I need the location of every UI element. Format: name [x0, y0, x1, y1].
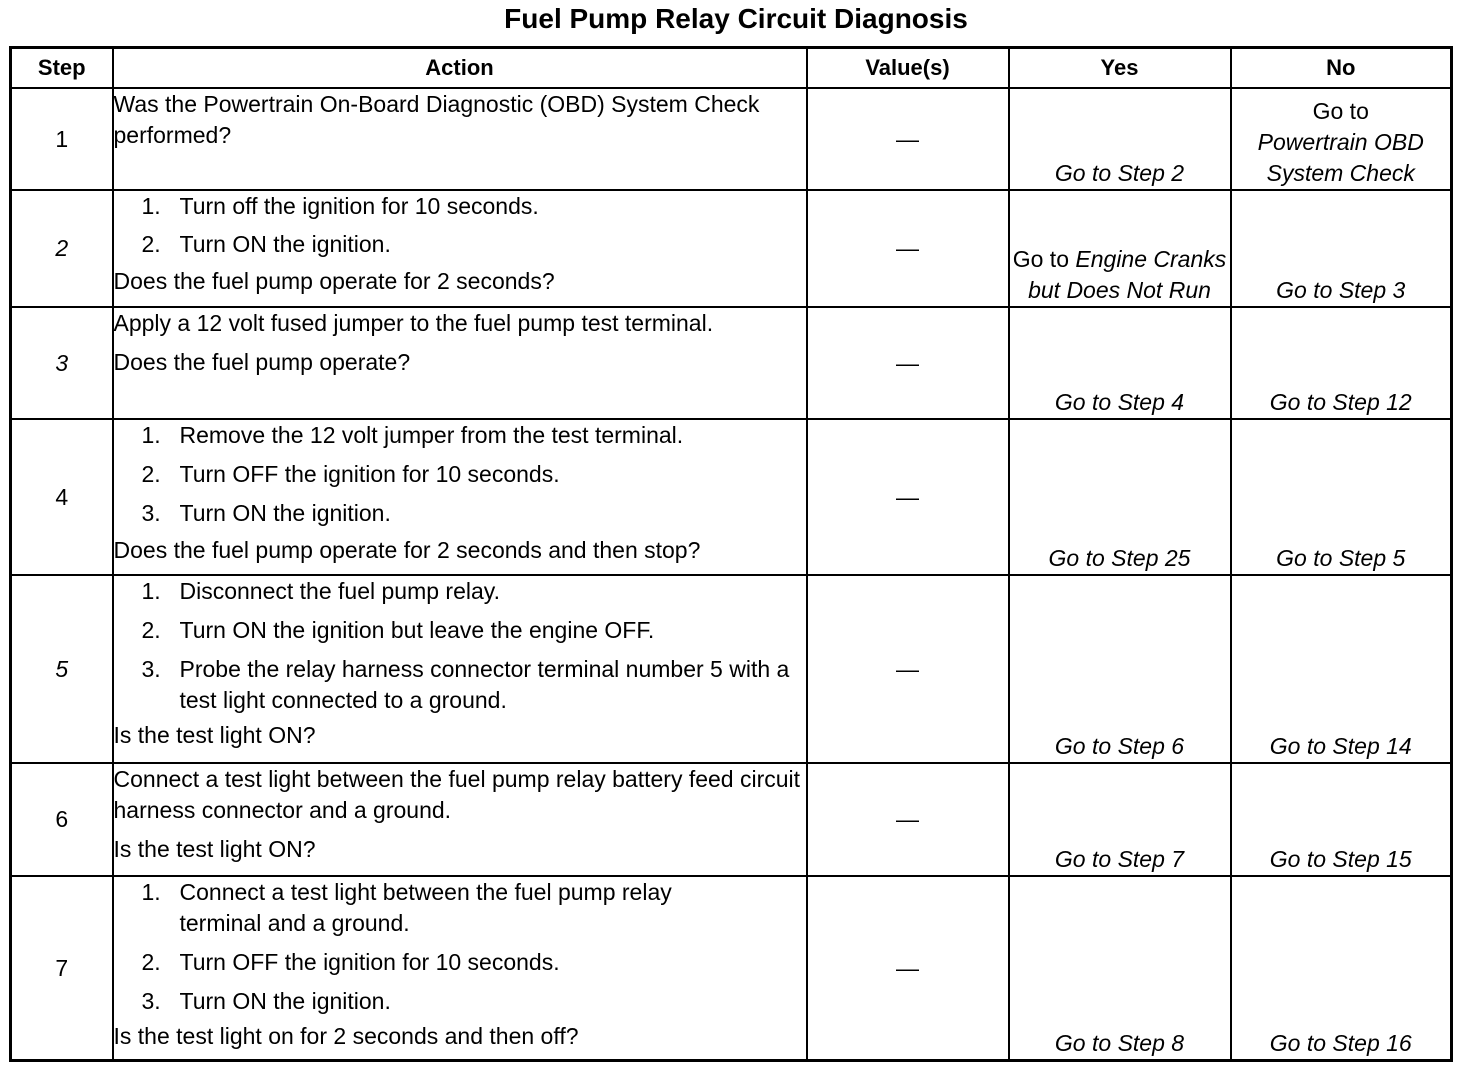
list-item: 3. Turn ON the ignition. — [141, 988, 391, 1015]
yes-cell: Go to Step 8 — [1009, 876, 1231, 1060]
yes-cell: Go to Step 4 — [1009, 307, 1231, 419]
no-cell — [1231, 88, 1452, 190]
yes-target: Engine Cranks but Does Not Run — [1028, 246, 1227, 304]
no-cell: Go to Step 5 — [1231, 419, 1452, 575]
list-item: 2. Turn OFF the ignition for 10 seconds. — [141, 461, 560, 488]
no-cell: Go to Step 3 — [1231, 190, 1452, 307]
substep-list — [114, 576, 806, 716]
step-number: 1 — [11, 88, 113, 190]
value-cell: — — [807, 419, 1009, 575]
action-question: Is the test light on for 2 seconds and then off? — [113, 1023, 579, 1050]
substep-list — [114, 191, 806, 260]
table-row — [11, 419, 1452, 575]
value-cell: — — [807, 190, 1009, 307]
list-item: 1. Remove the 12 volt jumper from the test terminal. — [141, 422, 684, 449]
yes-cell: Go to Step 25 — [1009, 419, 1231, 575]
action-cell — [113, 419, 807, 575]
table-row — [11, 575, 1452, 763]
yes-prefix: Go to — [1012, 246, 1069, 273]
action-text: Was the Powertrain On-Board Diagnostic (OBD) System Check performed? — [113, 91, 760, 148]
action-text: Connect a test light between the fuel pump relay battery feed circuit harness connector and a ground. — [113, 766, 801, 824]
step-number: 3 — [11, 307, 113, 419]
value-cell: — — [807, 307, 1009, 419]
yes-cell: Go to Step 7 — [1009, 763, 1231, 876]
substep-list — [114, 877, 806, 1017]
value-cell: — — [807, 763, 1009, 876]
action-text: Apply a 12 volt fused jumper to the fuel pump test terminal. — [113, 310, 714, 337]
list-item: 3. Probe the relay harness connector terminal number 5 with a test light connected to a ground. — [141, 656, 790, 714]
step-number: 5 — [11, 575, 113, 763]
no-cell: Go to Step 12 — [1231, 307, 1452, 419]
action-cell — [113, 575, 807, 763]
table-row — [11, 88, 1452, 190]
action-question: Does the fuel pump operate? — [113, 349, 411, 376]
list-item: 1. Disconnect the fuel pump relay. — [141, 578, 500, 605]
value-cell: — — [807, 88, 1009, 190]
yes-cell: Go to Step 2 — [1009, 88, 1231, 190]
page-title: Fuel Pump Relay Circuit Diagnosis — [504, 3, 968, 34]
step-number: 6 — [11, 763, 113, 876]
header-no: No — [1231, 48, 1452, 89]
value-cell: — — [807, 876, 1009, 1060]
header-step: Step — [11, 48, 113, 89]
action-question: Is the test light ON? — [113, 722, 316, 749]
step-number: 2 — [11, 190, 113, 307]
action-cell — [113, 307, 807, 419]
list-item: 3. Turn ON the ignition. — [141, 500, 391, 527]
step-number: 4 — [11, 419, 113, 575]
action-cell — [113, 190, 807, 307]
header-yes: Yes — [1009, 48, 1231, 89]
list-item: 1. Connect a test light between the fuel pump relay terminal and a ground. — [141, 879, 672, 937]
no-cell: Go to Step 16 — [1231, 876, 1452, 1060]
list-item: 2. Turn ON the ignition. — [141, 231, 391, 258]
header-action: Action — [113, 48, 807, 89]
value-cell: — — [807, 575, 1009, 763]
action-question: Does the fuel pump operate for 2 seconds and then stop? — [113, 537, 701, 564]
no-prefix: Go to — [1312, 98, 1369, 125]
table-row — [11, 190, 1452, 307]
diagnosis-table — [9, 46, 1453, 1062]
action-cell — [113, 763, 807, 876]
action-cell — [113, 88, 807, 190]
yes-cell — [1009, 190, 1231, 307]
no-cell: Go to Step 15 — [1231, 763, 1452, 876]
yes-cell: Go to Step 6 — [1009, 575, 1231, 763]
no-target: Powertrain OBD System Check — [1257, 129, 1424, 187]
table-row — [11, 876, 1452, 1060]
table-row — [11, 307, 1452, 419]
action-question: Does the fuel pump operate for 2 seconds? — [113, 268, 555, 295]
list-item: 1. Turn off the ignition for 10 seconds. — [141, 193, 539, 220]
action-question: Is the test light ON? — [113, 836, 316, 863]
action-cell — [113, 876, 807, 1060]
header-values: Value(s) — [807, 48, 1009, 89]
table-row — [11, 763, 1452, 876]
no-cell: Go to Step 14 — [1231, 575, 1452, 763]
list-item: 2. Turn OFF the ignition for 10 seconds. — [141, 949, 560, 976]
step-number: 7 — [11, 876, 113, 1060]
substep-list — [114, 420, 806, 529]
list-item: 2. Turn ON the ignition but leave the engine OFF. — [141, 617, 655, 644]
header-row — [11, 48, 1452, 89]
